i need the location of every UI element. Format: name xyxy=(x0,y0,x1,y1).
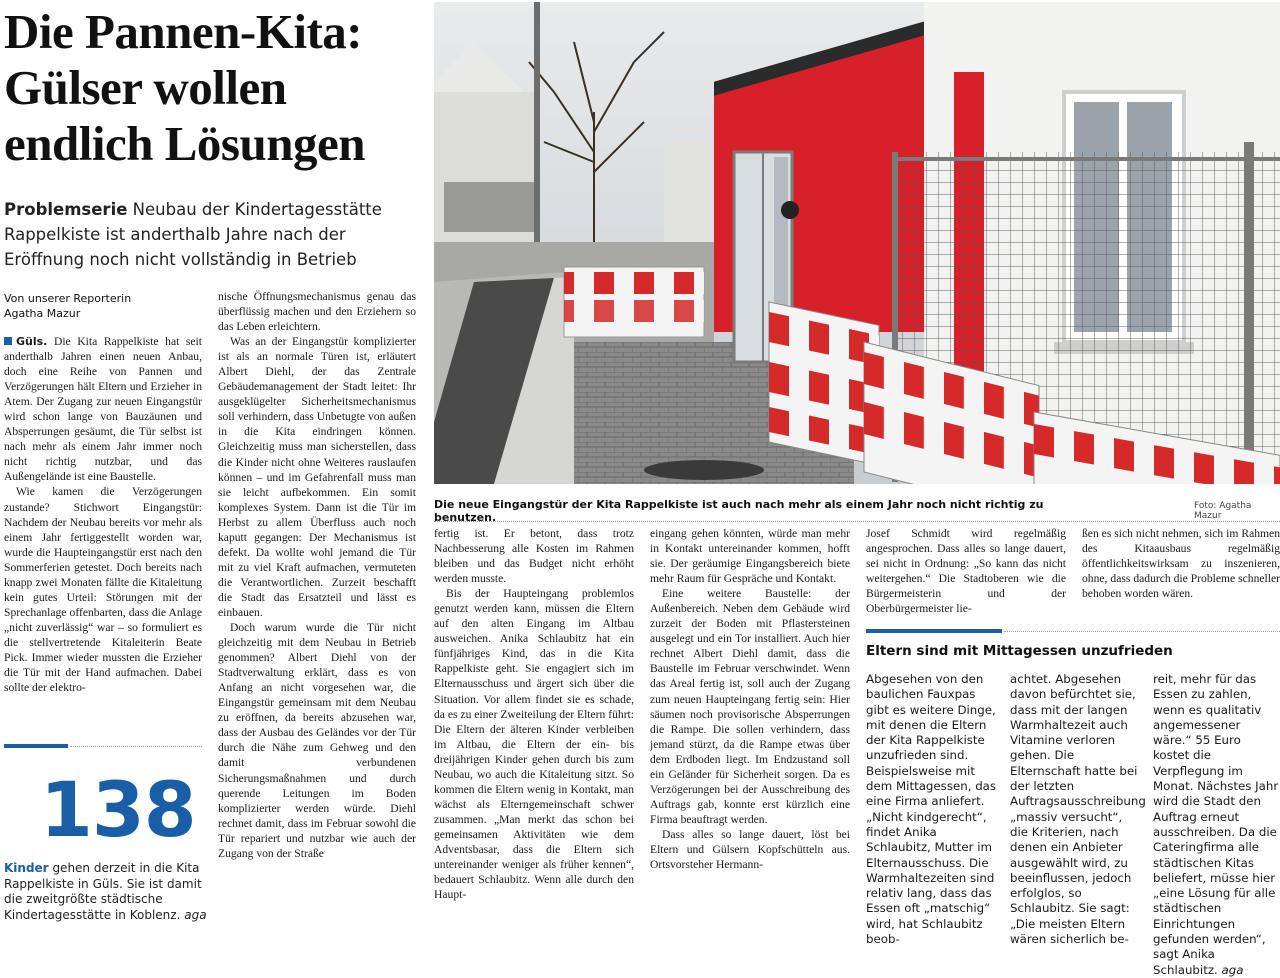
photo-caption: Die neue Eingangstür der Kita Rappelkiste ist auch nach mehr als einem Jahr noch nicht richtig zu benutzen. xyxy=(434,498,1044,524)
article-column-1 xyxy=(4,334,202,695)
article-column-6 xyxy=(1082,526,1280,601)
divider xyxy=(434,521,1280,522)
factbox-number: 138 xyxy=(40,765,196,854)
byline-intro: Von unserer Reporterin xyxy=(4,292,132,305)
paragraph: ßen es sich nicht nehmen, sich im Rahmen des Kitaausbaus regelmäßig öffentlichkeitswirksam zu inszenieren, ohne, dass dadurch die Probleme schneller behoben worden wären. xyxy=(1082,527,1280,601)
paragraph: Josef Schmidt wird regelmäßig angesprochen. Dass alles so lange dauert, sei nicht in Ordnung: „So kann das nicht weitergehen.“ Die Stadtoberen wie die Bürgermeisterin und der Oberbürgermeister lie- xyxy=(866,527,1066,616)
dek-line-3: Eröffnung noch nicht vollständig in Betrieb xyxy=(4,250,357,269)
factbox-body: gehen derzeit in die Kita Rappelkiste in Güls. Sie ist damit die zweitgrößte städtische Kindertagesstätte in Koblenz. xyxy=(4,861,202,922)
sidebar-signature: aga xyxy=(1221,962,1244,977)
factbox-accent-bar xyxy=(4,744,68,748)
paragraph: Dass alles so lange dauert, löst bei Eltern und Gülsern Kopfschütteln aus. Ortsvorsteher Hermann- xyxy=(650,827,850,872)
paragraph: achtet. Abgesehen davon befürchtet sie, dass mit der langen Warmhaltezeit auch Vitamine verloren gehen. Die Elternschaft hatte bei der letzten Auftragsausschreibung „massiv versucht“, die Kriterien, nach denen ein Anbieter ausgewählt wird, zu beeinflussen, jedoch erfolglos, so Schlaubitz. Sie sagt: „Die meisten Eltern wären sicherlich be- xyxy=(1010,672,1146,947)
headline-line-1: Die Pannen-Kita: xyxy=(4,4,363,59)
kita-entrance-photo xyxy=(434,2,1280,484)
article-column-3 xyxy=(434,526,634,902)
article-column-5 xyxy=(866,526,1066,616)
paragraph: Doch warum wurde die Tür nicht gleichzeitig mit dem Neubau in Betrieb genommen? Albert Diehl von der Stadtverwaltung erklärt, dass es von Anfang an nicht vorgesehen war, die Eingangstür gemeinsam mit dem Neubau zu eröffnen, da bereits abzusehen war, dass der Ausbau des Geländes vor der Tür durch die Nähe zum Gehweg und den damit verbundenen Sicherungsmaßnahmen und durch querende Leitungen im Boden komplizierter werden würde. Diehl rechnet damit, dass im Februar sowohl die Tür repariert und nutzbar wie auch der Zugang von der Straße xyxy=(218,621,416,860)
paragraph: eingang gehen könnten, würde man mehr in Kontakt untereinander kommen, hofft sie. Der geräumige Eingangsbereich biete mehr Raum für Gespräche und Kontakt. xyxy=(650,527,850,586)
dek-line-1: Neubau der Kindertagesstätte xyxy=(132,200,382,219)
paragraph: Eine weitere Baustelle: der Außenbereich. Neben dem Gebäude wird zurzeit der Boden mit Pflastersteinen ausgelegt und ein Tor installiert. Auch hier rechnet Albert Diehl damit, dass die Baustelle im Februar verschwindet. Wenn das Areal fertig ist, soll auch der Zugang zum neuen Haupteingang fertig sein: Hier säumen noch provisorische Absperrungen die Rampe. Die sollen verhindern, dass jemand stürzt, da die Rampe etwas über dem Erdboden liegt. Im Endzustand soll ein Geländer für Sicherheit sorgen. Da es Verzögerungen bei der Ausschreibung des Auftrags gab, konnte erst kürzlich eine Firma beauftragt werden. xyxy=(650,587,850,826)
paragraph: Die Kita Rappelkiste hat seit anderthalb Jahren einen neuen Anbau, doch eine Reihe von Pannen und Verzögerungen hält Eltern und Erzieher in Atem. Der Zugang zur neuen Eingangstür wird schon lange von Bauzäunen und Absperrungen gesäumt, die Tür selbst ist nach mehr als einem Jahr immer noch nicht richtig nutzbar, und das Außengelände ist eine Baustelle. xyxy=(4,335,202,484)
sidebar-column-3 xyxy=(1153,672,1280,978)
factbox-highlight: Kinder xyxy=(4,861,49,875)
byline-author: Agatha Mazur xyxy=(4,307,81,320)
dek xyxy=(4,197,424,272)
divider xyxy=(1004,631,1280,632)
square-bullet-icon xyxy=(4,337,12,345)
paragraph: Abgesehen von den baulichen Fauxpas gibt es weitere Dinge, mit denen die Eltern der Kita Rappelkiste unzufrieden sind. Beispielsweise mit dem Mittagessen, das eine Firma anliefert. „Nicht kindgerecht“, findet Anika Schlaubitz, Mutter im Elternausschuss. Die Warmhaltezeiten sind relativ lang, dass das Essen oft „matschig“ wird, hat Schlaubitz beob- xyxy=(866,672,997,947)
factbox-signature: aga xyxy=(184,907,207,922)
paragraph: fertig ist. Er betont, dass trotz Nachbesserung alle Kosten im Rahmen bleiben und das Budget nicht erhöht werden musste. xyxy=(434,527,634,586)
sidebar-column-2 xyxy=(1010,672,1146,947)
article-column-2 xyxy=(218,289,416,861)
paragraph: Bis der Haupteingang problemlos genutzt werden kann, müssen die Eltern auf den alten Eingang im Altbau ausweichen. Anika Schlaubitz hat ein fünfjähriges Kind, das in die Kita Rappelkiste geht. Sie engagiert sich im Elternausschuss und ärgert sich über die Situation. Vor allem findet sie es schade, da es zu einer Zweiteilung der Eltern führt: Die Eltern der älteren Kinder verbleiben im Altbau, die Eltern der ein- bis dreijährigen Kinder gehen durch bis zum Neubau, wo auch die Kitaleitung sitzt. So kommen die Eltern wenig in Kontakt, man wächst als Elterngemeinschaft schwer zusammen. „Man merkt das schon bei gemeinsamen Aktivitäten wie dem Adventsbasar, dass die Eltern sich untereinander weniger als früher kennen“, bedauert Schlaubitz. Wenn alle durch den Haupt- xyxy=(434,587,634,902)
byline xyxy=(4,291,209,321)
paragraph: nische Öffnungsmechanismus genau das überflüssig machen und den Erziehern so das Leben erleichtern. xyxy=(218,290,416,334)
article-column-4 xyxy=(650,526,850,872)
dek-line-2: Rappelkiste ist anderthalb Jahre nach der xyxy=(4,225,346,244)
photo-illustration xyxy=(434,2,1280,484)
paragraph: reit, mehr für das Essen zu zahlen, wenn es qualitativ angemessener wäre.“ 55 Euro kostet die Verpflegung im Monat. Nächstes Jahr wird die Stadt den Auftrag erneut ausschreiben. Da die Cateringfirma alle städtischen Kitas beliefert, müsse hier „eine Lösung für alle städtischen Einrichtungen gefunden werden“, sagt Anika Schlaubitz. xyxy=(1153,672,1279,977)
paragraph: Wie kamen die Verzögerungen zustande? Stichwort Eingangstür: Nachdem der Neubau bereits vor mehr als einem Jahr fertiggestellt worden war, wurde die Haupteingangstür erst nach den Sommerferien getestet. Doch bereits nach knapp zwei Monaten fällte die Kitaleitung kein gutes Urteil: Störungen mit der Sprechanlage offenbarten, dass die Anlage „nicht zuverlässig“ war – so formuliert es die stellvertretende Kitaleiterin Beate Pick. Immer wieder mussten die Erzieher die Tür mit der Hand aufmachen. Dabei sollte der elektro- xyxy=(4,485,202,695)
sidebar-column-1 xyxy=(866,672,998,947)
dateline: Güls. xyxy=(16,335,48,348)
dek-label: Problemserie xyxy=(4,200,128,219)
headline-line-2: Gülser wollen xyxy=(4,60,287,115)
sidebar-subhead: Eltern sind mit Mittagessen unzufrieden xyxy=(866,643,1173,659)
factbox-text xyxy=(4,861,209,923)
sidebar-accent-bar xyxy=(866,629,1002,633)
headline xyxy=(4,4,424,172)
paragraph: Was an der Eingangstür komplizierter ist als an normale Türen ist, erläutert Albert Diehl, der das Zentrale Gebäudemanagement der Stadt leitet: Ihr ausgeklügelter Sicherheitsmechanismus soll verhindern, dass Unbetugte von außen in die Kita eindringen können. Gleichzeitig muss man sicherstellen, dass die Kinder nicht ohne Weiteres rauslaufen können – und im Gefahrenfall muss man sie leicht aufbekommen. Ein somit komplexes System. Dann ist die Tür im Herbst zu allem Überfluss auch noch kaputt gegangen: Der Mechanismus ist defekt. Da wollte wohl jemand die Tür mit zu viel Kraft aufmachen, vermuteten die Verantwortlichen. Zurzeit beschafft die Stadt das Ersatzteil und lässt es einbauen. xyxy=(218,335,416,619)
photo-credit: Foto: Agatha Mazur xyxy=(1194,501,1252,521)
headline-line-3: endlich Lösungen xyxy=(4,116,365,171)
divider xyxy=(70,746,202,747)
